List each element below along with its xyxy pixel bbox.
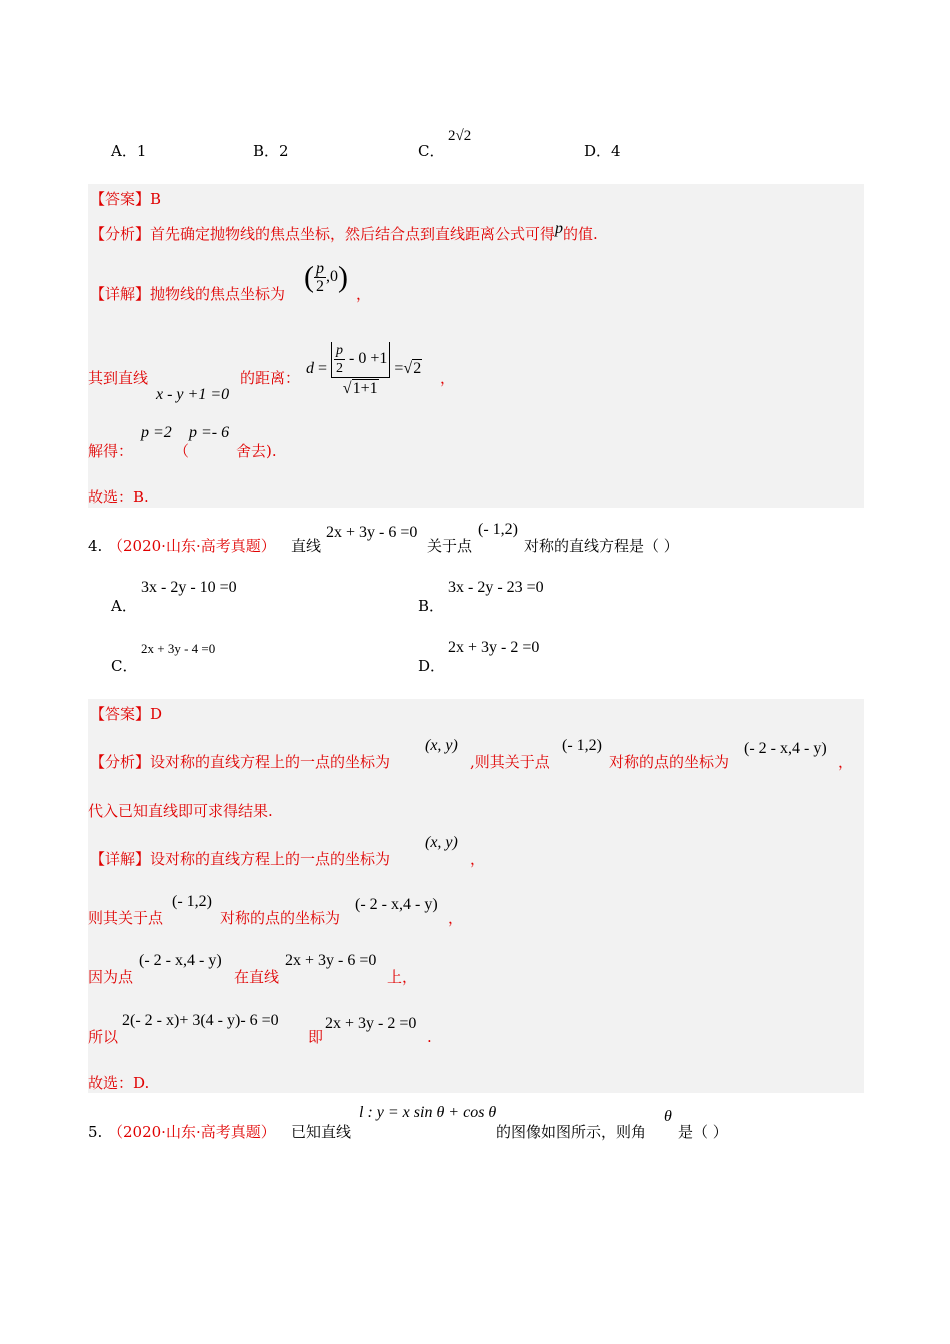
q4-choose: 故选：D. — [88, 1074, 150, 1092]
q3-answer-line: 【答案】B — [90, 190, 162, 208]
q4-stem-equation: 2x + 3y - 6 =0 — [326, 524, 418, 541]
q4-stem-b: 关于点 — [427, 537, 473, 555]
q4-l3-point-sym: (- 2 - x,4 - y) — [139, 952, 222, 969]
q4-l3-end: 上， — [387, 968, 418, 986]
q3-choose: 故选：B. — [88, 488, 149, 506]
q5-stem-b: 的图像如图所示，则角 — [496, 1123, 647, 1141]
q4-l3-a: 因为点 — [88, 968, 134, 986]
q3-option-d: D．4 — [584, 142, 621, 160]
q4-source: （2020·山东·高考真题） — [108, 537, 276, 555]
q4-option-a-label: A． — [111, 597, 137, 615]
q3-detail-end: ， — [356, 285, 372, 303]
q3-solve-paren: （ — [174, 442, 190, 460]
q4-l4-equation1: 2(- 2 - x)+ 3(4 - y)- 6 =0 — [122, 1012, 279, 1029]
q3-solve-p2: p =- 6 — [189, 424, 230, 441]
q4-detail-a: 【详解】设对称的直线方程上的一点的坐标为 — [90, 850, 391, 868]
q3-option-b: B．2 — [253, 142, 289, 160]
q4-l2-b: 对称的点的坐标为 — [220, 909, 341, 927]
q4-analysis-end: ， — [838, 753, 854, 771]
q5-stem-a: 已知直线 — [291, 1123, 352, 1141]
q4-option-d-value: 2x + 3y - 2 =0 — [448, 639, 540, 656]
q4-analysis-point-c: (- 1,2) — [562, 737, 602, 754]
q4-analysis-a: 【分析】设对称的直线方程上的一点的坐标为 — [90, 753, 391, 771]
q4-l4-end: . — [427, 1028, 432, 1046]
q5-stem-c: 是（ ） — [678, 1123, 728, 1141]
q4-detail-end: ， — [470, 850, 486, 868]
q3-option-a: A．1 — [111, 142, 147, 160]
q4-option-b-label: B． — [418, 597, 445, 615]
q3-distance-prefix: 其到直线 — [88, 369, 149, 387]
q4-stem-a: 直线 — [291, 537, 322, 555]
q3-solve-p1: p =2 — [141, 424, 172, 441]
q4-analysis-b: ,则其关于点 — [470, 753, 550, 771]
q4-option-c-label: C． — [111, 657, 138, 675]
q5-source: （2020·山东·高考真题） — [108, 1123, 276, 1141]
q4-stem-point: (- 1,2) — [478, 521, 518, 538]
q4-analysis-line2: 代入已知直线即可求得结果. — [88, 802, 273, 820]
q4-l2-a: 则其关于点 — [88, 909, 164, 927]
q3-solve-suffix: 舍去). — [236, 442, 277, 460]
q4-l4-equation2: 2x + 3y - 2 =0 — [325, 1015, 417, 1032]
q3-detail-line: 【详解】抛物线的焦点坐标为 — [90, 285, 286, 303]
q4-option-d-label: D． — [418, 657, 446, 675]
q4-option-a-value: 3x - 2y - 10 =0 — [141, 579, 237, 596]
q3-distance-end: ， — [440, 369, 456, 387]
q4-l4-a: 所以 — [88, 1028, 119, 1046]
q4-answer-line: 【答案】D — [90, 705, 163, 723]
q3-analysis-line: 【分析】首先确定抛物线的焦点坐标，然后结合点到直线距离公式可得p的值. — [90, 220, 598, 243]
q3-focus-coordinate: ( $\frac{p}{2}$ ,0) — [304, 260, 348, 295]
q4-l3-equation: 2x + 3y - 6 =0 — [285, 952, 377, 969]
q4-option-b-value: 3x - 2y - 23 =0 — [448, 579, 544, 596]
q4-l2-end: ， — [448, 909, 464, 927]
q3-option-c-value: 2√2 — [448, 128, 472, 144]
q5-stem-var: θ — [664, 1108, 672, 1125]
q4-analysis-point-xy: (x, y) — [425, 737, 458, 754]
q4-detail-point-xy: (x, y) — [425, 834, 458, 851]
q4-analysis-c: 对称的点的坐标为 — [609, 753, 730, 771]
q5-number: 5. — [88, 1123, 103, 1141]
q4-option-c-value: 2x + 3y - 4 =0 — [141, 641, 216, 656]
q4-stem-c: 对称的直线方程是（ ） — [524, 537, 679, 555]
q3-solve-prefix: 解得： — [88, 442, 134, 460]
q3-line-equation: x - y +1 =0 — [156, 386, 230, 403]
q3-option-c-label: C． — [418, 142, 445, 160]
q4-l2-point-sym: (- 2 - x,4 - y) — [355, 896, 438, 913]
q3-distance-middle: 的距离： — [240, 369, 301, 387]
q3-distance-formula: d = $\frac{p}{2}$ - 0 +1 √1+1 =√2 — [306, 343, 422, 397]
q4-analysis-point-sym: (- 2 - x,4 - y) — [744, 740, 827, 757]
q4-l4-b: 即 — [308, 1028, 324, 1046]
q4-l3-b: 在直线 — [234, 968, 280, 986]
q4-l2-point-c: (- 1,2) — [172, 893, 212, 910]
q4-number: 4. — [88, 537, 103, 555]
q5-stem-equation: l : y = x sin θ + cos θ — [359, 1104, 497, 1121]
